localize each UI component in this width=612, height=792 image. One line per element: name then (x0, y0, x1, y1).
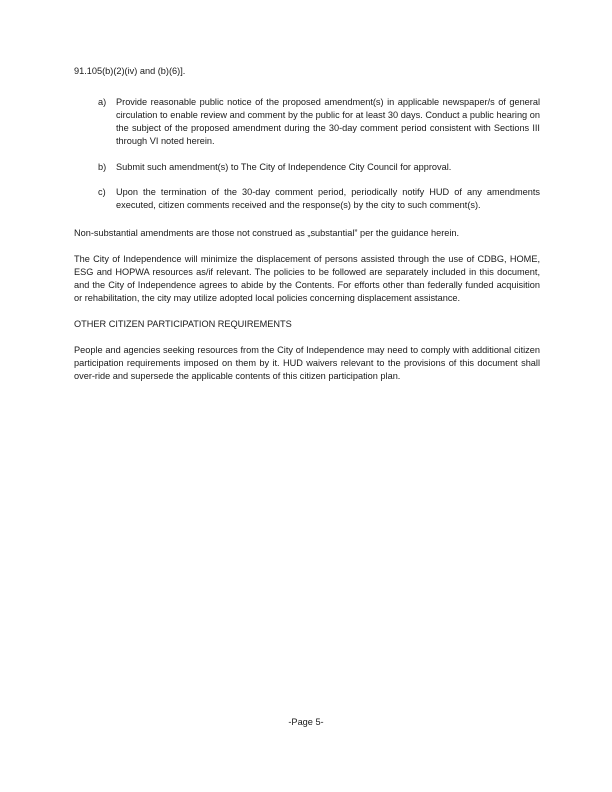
list-item-text: Provide reasonable public notice of the proposed amendment(s) in applicable newspaper/s of general circulation to enable review and comment by the public for at least 30 days. Conduct a public hearing on the subject of the proposed amendment during the 30-day comment period consistent with Sections III through VI noted herein. (116, 96, 540, 146)
page-number: -Page 5- (288, 717, 324, 727)
intro-fragment: 91.105(b)(2)(iv) and (b)(6)]. (74, 66, 186, 76)
list-marker: a) (98, 96, 107, 107)
document-body (74, 65, 540, 382)
list-item (74, 96, 540, 148)
list-item (74, 161, 540, 174)
section-heading: OTHER CITIZEN PARTICIPATION REQUIREMENTS (74, 318, 292, 329)
other-requirements-paragraph: People and agencies seeking resources from the City of Independence may need to comply with additional citizen participation requirements imposed on them by it. HUD waivers relevant to the provisions of this document shall over-ride and supersede the applicable contents of this citizen participation plan. (74, 344, 540, 381)
list-marker: b) (98, 161, 107, 172)
list-item (74, 186, 540, 212)
non-substantial-paragraph: Non-substantial amendments are those not construed as „substantial” per the guidance herein. (74, 228, 460, 239)
list-marker: c) (98, 187, 106, 198)
list-item-text: Submit such amendment(s) to The City of Independence City Council for approval. (116, 161, 452, 172)
amendment-steps-list (74, 96, 540, 212)
list-item-text: Upon the termination of the 30-day comment period, periodically notify HUD of any amendments executed, citizen comments received and the response(s) by the city to such comment(s). (116, 187, 540, 211)
displacement-paragraph: The City of Independence will minimize the displacement of persons assisted through the use of CDBG, HOME, ESG and HOPWA resources as/if relevant. The policies to be followed are separately included in this document, and the City of Independence agrees to abide by the Contents. For efforts other than federally funded acquisition or rehabilitation, the city may utilize adopted local policies concerning displacement assistance. (74, 254, 540, 303)
